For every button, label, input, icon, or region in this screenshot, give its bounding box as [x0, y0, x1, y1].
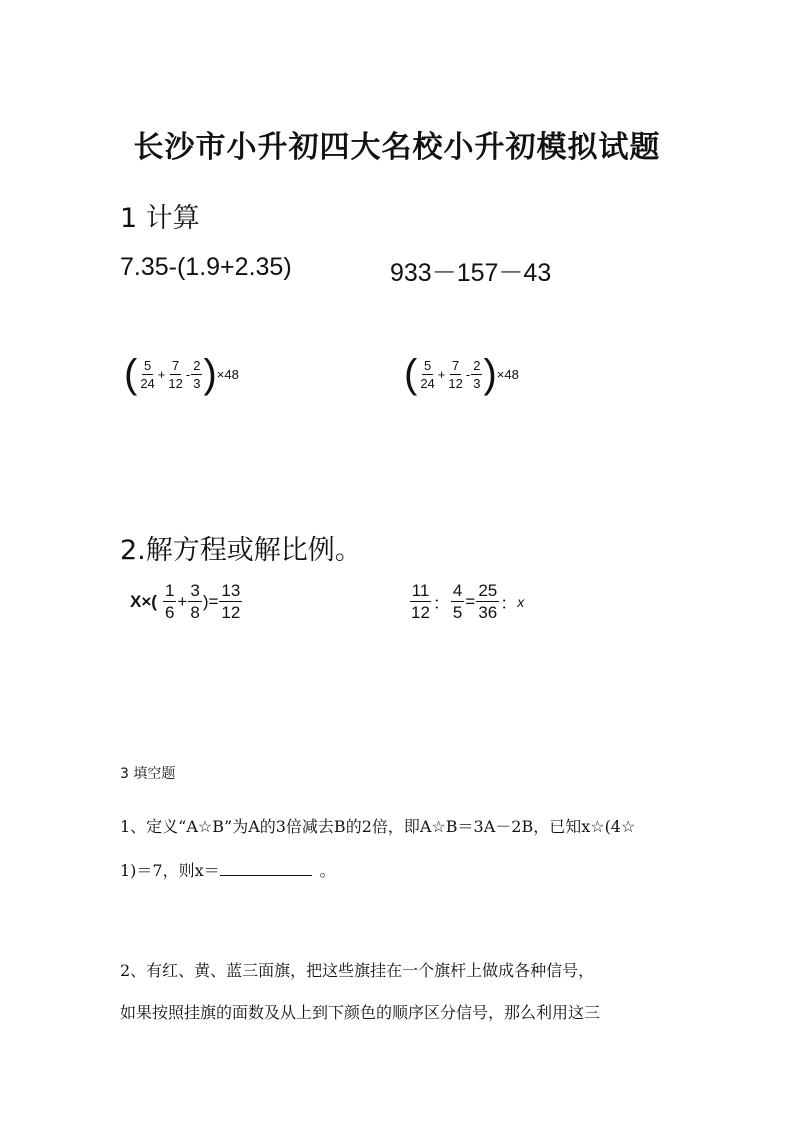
- operator: +: [437, 366, 446, 382]
- fraction: $\frac{1}{6}$: [164, 581, 175, 622]
- fraction: $\frac{5}{24}$: [140, 357, 155, 391]
- equation-1: [130, 582, 243, 621]
- fraction: $\frac{4}{5}$: [452, 581, 463, 622]
- fraction: $\frac{11}{12}$: [411, 581, 430, 622]
- multiplier: ×48: [496, 366, 519, 382]
- question-1-line-1: 1、定义“A☆B”为A的3倍减去B的2倍，即A☆B＝3A－2B，已知x☆(4☆: [120, 817, 636, 836]
- right-paren: ): [483, 352, 497, 396]
- calc-expression-2: 933－157－43: [390, 259, 552, 287]
- fraction: $\frac{5}{24}$: [420, 357, 435, 391]
- page-title: 长沙市小升初四大名校小升初模拟试题: [133, 130, 661, 165]
- section1-heading: 1 计算: [120, 203, 200, 234]
- question-1-end: 。: [319, 861, 336, 880]
- answer-blank[interactable]: [220, 874, 312, 876]
- equals-sign: =: [465, 591, 476, 611]
- proportion-equation: [408, 582, 524, 621]
- ratio-colon: ：: [432, 594, 450, 613]
- left-paren: (: [404, 352, 418, 396]
- question-1-line-2: [120, 858, 336, 881]
- fraction: $\frac{2}{3}$: [193, 357, 201, 391]
- fraction: $\frac{7}{12}$: [448, 357, 463, 391]
- calc-expression-1: 7.35-(1.9+2.35): [120, 253, 292, 281]
- equation-close: )=: [202, 591, 219, 611]
- fraction-expression-2: [404, 354, 519, 394]
- fraction-expression-1: [124, 354, 239, 394]
- equation-prefix: X×(: [130, 591, 157, 611]
- fraction: $\frac{2}{3}$: [473, 357, 481, 391]
- multiplier: ×48: [216, 366, 239, 382]
- left-paren: (: [124, 352, 138, 396]
- question-2-line-2: 如果按照挂旗的面数及从上到下颜色的顺序区分信号，那么利用这三: [120, 1003, 601, 1022]
- fraction: $\frac{7}{12}$: [168, 357, 183, 391]
- fraction: $\frac{25}{36}$: [478, 581, 498, 622]
- unknown-variable: x: [517, 593, 525, 610]
- ratio-colon: ：: [500, 594, 518, 613]
- question-1-text: 1)＝7，则x＝: [120, 861, 220, 880]
- operator: -: [465, 366, 471, 382]
- question-2-line-1: 2、有红、黄、蓝三面旗，把这些旗挂在一个旗杆上做成各种信号，: [120, 961, 595, 980]
- fraction: $\frac{13}{12}$: [221, 581, 241, 622]
- section3-heading: 3 填空题: [120, 766, 176, 782]
- right-paren: ): [203, 352, 217, 396]
- operator: +: [177, 591, 188, 611]
- section2-heading: 2.解方程或解比例。: [120, 535, 362, 566]
- operator: +: [157, 366, 166, 382]
- fraction: $\frac{3}{8}$: [190, 581, 200, 622]
- operator: -: [185, 366, 191, 382]
